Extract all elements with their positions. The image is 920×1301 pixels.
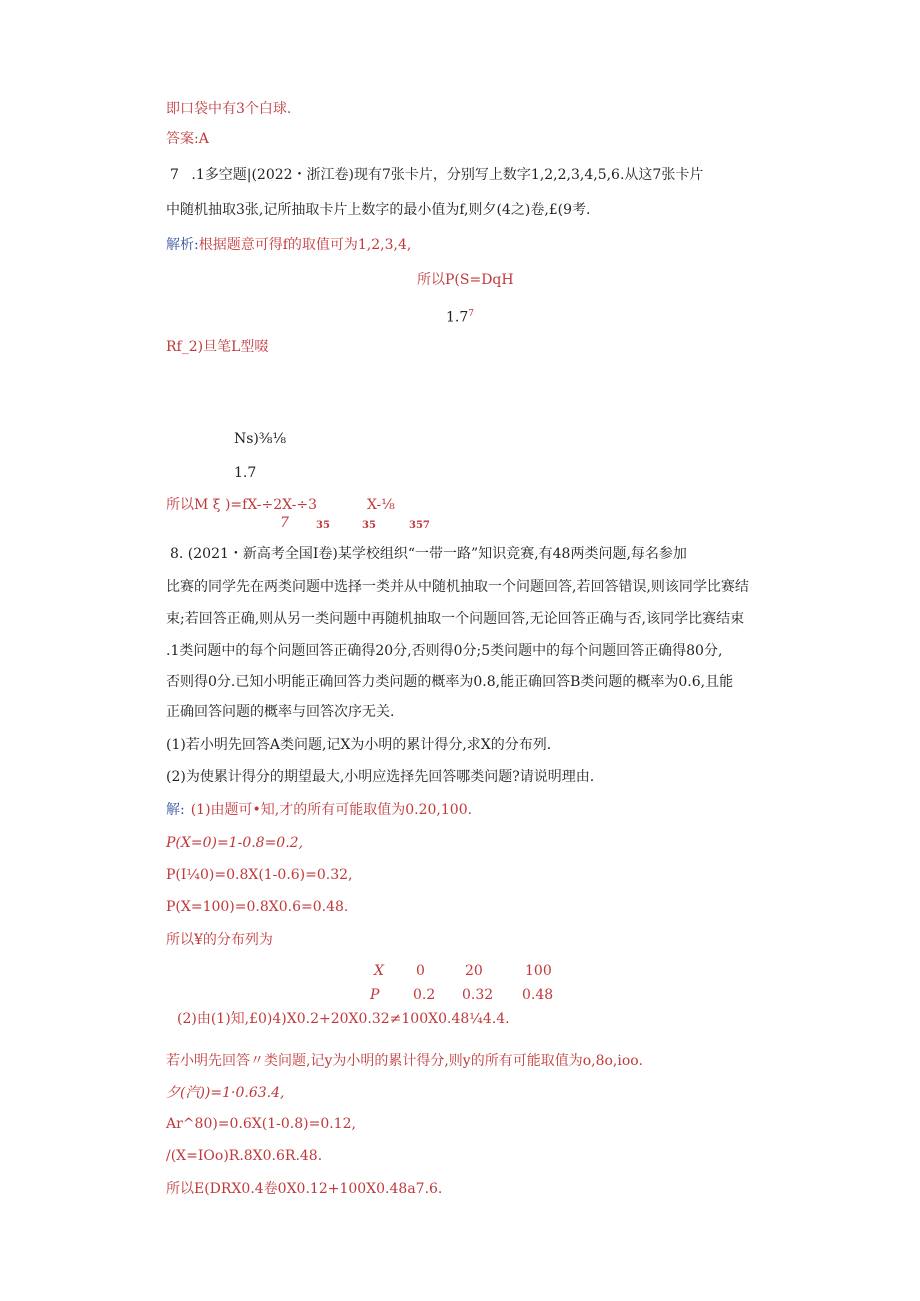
subscript-35a: 35 <box>316 520 330 531</box>
question-number: 7 <box>170 167 179 183</box>
rf2-line: Rf_2)旦笔L型啜 <box>166 339 269 355</box>
table-cell: 100 <box>525 963 552 979</box>
prob-line-x20: P(I¼0)=0.8X(1-0.6)=0.32, <box>166 867 353 883</box>
table-cell: 0.2 <box>413 987 436 1003</box>
question-text: (2022・浙江卷)现有7张卡片，分别写上数字1,2,2,3,4,5,6.从这7张卡片 <box>251 167 704 183</box>
question-7-line-1 <box>170 166 703 184</box>
question-8-line-1: 8. (2021・新高考全国I卷)某学校组织“一带一路”知识竞赛,有48两类问题,每名参加 <box>170 546 687 562</box>
ruo-line: 若小明先回答〃类问题,记y为小明的累计得分,则y的所有可能取值为o,8o,ioo. <box>166 1053 643 1069</box>
suoyi-line-2: 所以M ξ )=fX-÷2X-÷3 X-⅛ <box>166 497 395 513</box>
y-prob-line-3: /(X=IOo)R.8X0.6R.48. <box>166 1148 323 1164</box>
part-2-line: (2)由(1)知,£0)4)X0.2+20X0.32≠100X0.48¼4.4. <box>177 1011 510 1027</box>
y-prob-line-2: Ar^80)=0.6X(1-0.8)=0.12, <box>166 1116 356 1132</box>
analysis-line <box>166 236 411 254</box>
table-cell: 0.48 <box>522 987 554 1003</box>
question-8-line-5: 否则得0分.已知小明能正确回答力类问题的概率为0.8,能正确回答B类问题的概率为0.6,且能 <box>166 674 734 690</box>
solution-text: (1)由题可•知,才的所有可能取值为0.20,100. <box>190 802 473 818</box>
answer-line: 答案:A <box>166 131 209 147</box>
question-type-tag: .1多空题| <box>191 167 252 183</box>
solution-line <box>166 801 472 819</box>
table-cell: 0.32 <box>462 987 494 1003</box>
subscript-357: 357 <box>409 520 430 531</box>
question-8-line-2: 比赛的同学先在两类问题中选择一类并从中随机抽取一个问题回答,若回答错误,则该同学比赛结 <box>166 579 749 595</box>
distribution-intro: 所以¥的分布列为 <box>166 932 273 948</box>
suoyi-line-1: 所以P(S=DqH <box>417 272 514 288</box>
subscript-35b: 35 <box>362 520 376 531</box>
question-7-line-2: 中随机抽取3张,记所抽取卡片上数字的最小值为f,则夕(4之)卷,£(9考. <box>166 202 591 218</box>
line-baiqiu: 即口袋中有3个白球. <box>166 101 292 117</box>
fraction-denominator-2: 1.7 <box>234 465 257 481</box>
prob-line-x100: P(X=100)=0.8X0.6=0.48. <box>166 899 349 915</box>
table-cell: 0 <box>416 963 425 979</box>
analysis-label: 解析: <box>166 237 199 253</box>
expectation-line: 所以E(DRX0.4卷0X0.12+100X0.48a7.6. <box>166 1181 443 1197</box>
solution-label: 解: <box>166 802 185 818</box>
analysis-text: 根据题意可得f的取值可为1,2,3,4, <box>198 237 412 253</box>
table-cell: 20 <box>465 963 483 979</box>
question-8-sub-2: (2)为使累计得分的期望最大,小明应选择先回答哪类问题?请说明理由. <box>166 769 595 785</box>
y-prob-line-1: 夕(汽))=1·0.63.4, <box>166 1085 285 1101</box>
ns-line: Ns)⅜⅛ <box>234 431 287 447</box>
question-8-line-3: 束;若回答正确,则从另一类问题中再随机抽取一个问题回答,无论回答正确与否,该同学比赛结束 <box>166 611 745 627</box>
table-head-p: P <box>370 987 380 1003</box>
question-8-line-4: .1类问题中的每个问题回答正确得20分,否则得0分;5类问题中的每个问题回答正确得80分, <box>166 643 723 659</box>
prob-line-x0: P(X=0)=1-0.8=0.2, <box>166 835 304 851</box>
question-8-line-6: 正确回答问题的概率与回答次序无关. <box>166 704 395 720</box>
table-head-x: X <box>374 963 384 979</box>
subscript-7: 7 <box>280 515 289 531</box>
question-8-sub-1: (1)若小明先回答A类问题,记X为小明的累计得分,求X的分布列. <box>166 737 552 753</box>
fraction-denominator-1: $1.7^7$ <box>446 309 474 326</box>
